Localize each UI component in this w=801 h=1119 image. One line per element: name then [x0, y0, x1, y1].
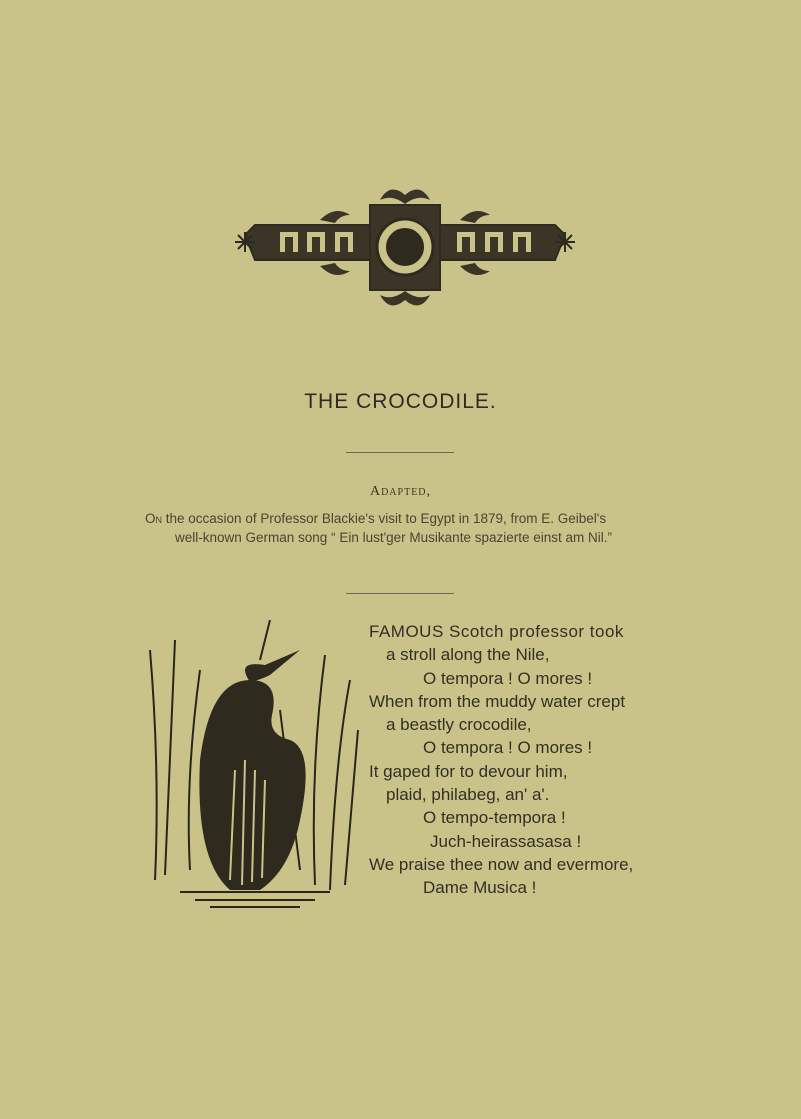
poem-line: We praise thee now and evermore,: [369, 854, 634, 874]
intro-line-1: [145, 509, 665, 528]
poem-line: Juch-heirassasasa !: [430, 831, 582, 851]
poem-line: O tempo-tempora !: [423, 808, 566, 828]
intro-line-2: well-known German song “ Ein lust'ger Musikante spazierte einst am Nil.”: [175, 530, 612, 545]
poem-line: a beastly crocodile,: [386, 715, 532, 735]
poem-line: It gaped for to devour him,: [369, 761, 568, 781]
poem-line: FAMOUS Scotch professor took: [369, 622, 624, 641]
intro-paragraph: [145, 509, 665, 547]
intro-line-1-text: the occasion of Professor Blackie's visit to Egypt in 1879, from E. Geibel's: [162, 511, 607, 526]
poem-line: O tempora ! O mores !: [423, 668, 593, 688]
greek-key-floral-ornament-icon: [225, 180, 585, 315]
poem-line: O tempora ! O mores !: [423, 738, 593, 758]
poem: [369, 620, 699, 900]
divider: [346, 452, 454, 453]
poem-line: When from the muddy water crept: [369, 691, 626, 711]
heron-in-reeds-icon: [140, 620, 362, 910]
poem-line: plaid, philabeg, an' a'.: [386, 785, 550, 805]
poem-line: a stroll along the Nile,: [386, 645, 550, 665]
adapted-label: Adapted,: [369, 484, 432, 499]
page-title: THE CROCODILE.: [304, 390, 497, 413]
intro-lead-word: On: [145, 511, 163, 526]
divider: [346, 593, 454, 594]
poem-line: Dame Musica !: [423, 878, 537, 898]
